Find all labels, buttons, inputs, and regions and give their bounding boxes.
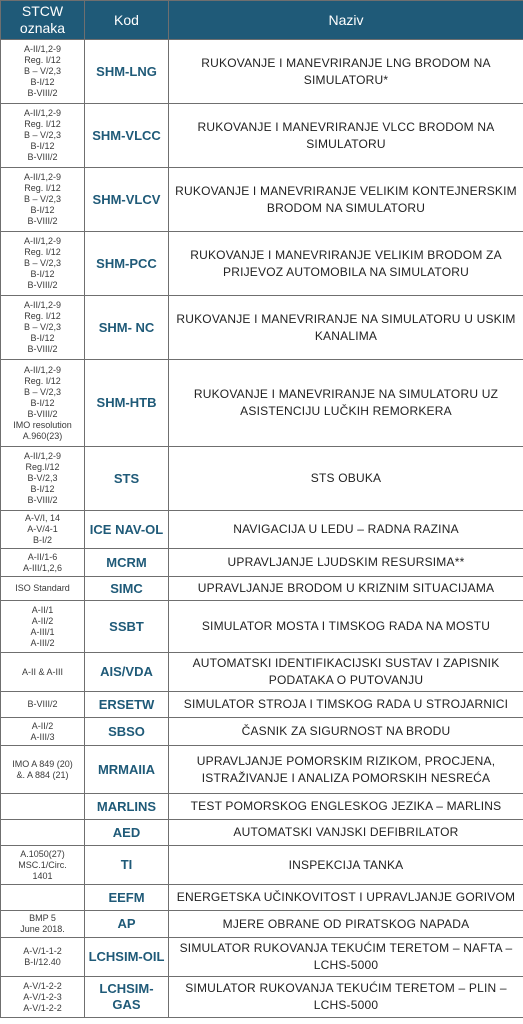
naziv-cell: RUKOVANJE I MANEVRIRANJE NA SIMULATORU UZ ASISTENCIJU LUČKIH REMORKERA bbox=[169, 360, 523, 447]
kod-cell: LCHSIM-GAS bbox=[85, 977, 169, 1018]
naziv-cell: UPRAVLJANJE BRODOM U KRIZNIM SITUACIJAMA bbox=[169, 577, 523, 601]
kod-cell: SSBT bbox=[85, 601, 169, 653]
naziv-cell: ENERGETSKA UČINKOVITOST I UPRAVLJANJE GORIVOM bbox=[169, 885, 523, 911]
stcw-cell: IMO A 849 (20) &. A 884 (21) bbox=[1, 746, 85, 794]
kod-cell: SHM-VLCC bbox=[85, 104, 169, 168]
stcw-cell: B-VIII/2 bbox=[1, 692, 85, 718]
kod-cell: AP bbox=[85, 911, 169, 938]
stcw-cell bbox=[1, 820, 85, 846]
kod-cell: TI bbox=[85, 846, 169, 885]
kod-cell: STS bbox=[85, 447, 169, 511]
naziv-cell: NAVIGACIJA U LEDU – RADNA RAZINA bbox=[169, 511, 523, 549]
kod-cell: ERSETW bbox=[85, 692, 169, 718]
kod-cell: AED bbox=[85, 820, 169, 846]
header-naziv: Naziv bbox=[169, 1, 523, 40]
table-row bbox=[1, 296, 523, 360]
table-row bbox=[1, 549, 523, 577]
kod-cell: SIMC bbox=[85, 577, 169, 601]
kod-cell: SHM-LNG bbox=[85, 40, 169, 104]
stcw-cell: A-V/I, 14 A-V/4-1 B-I/2 bbox=[1, 511, 85, 549]
table-row bbox=[1, 746, 523, 794]
kod-cell: MRMAIIA bbox=[85, 746, 169, 794]
header-row bbox=[1, 1, 523, 40]
kod-cell: LCHSIM-OIL bbox=[85, 938, 169, 977]
stcw-cell bbox=[1, 885, 85, 911]
table-row bbox=[1, 938, 523, 977]
table-row bbox=[1, 40, 523, 104]
kod-cell: SHM-HTB bbox=[85, 360, 169, 447]
stcw-cell: A-II/1 A-II/2 A-III/1 A-III/2 bbox=[1, 601, 85, 653]
naziv-cell: RUKOVANJE I MANEVRIRANJE LNG BRODOM NA SIMULATORU* bbox=[169, 40, 523, 104]
kod-cell: ICE NAV-OL bbox=[85, 511, 169, 549]
naziv-cell: STS OBUKA bbox=[169, 447, 523, 511]
stcw-cell: A-V/1-1-2 B-I/12.40 bbox=[1, 938, 85, 977]
table-body bbox=[1, 40, 523, 1018]
header-kod: Kod bbox=[85, 1, 169, 40]
table-row bbox=[1, 511, 523, 549]
kod-cell: EEFM bbox=[85, 885, 169, 911]
naziv-cell: RUKOVANJE I MANEVRIRANJE VELIKIM KONTEJNERSKIM BRODOM NA SIMULATORU bbox=[169, 168, 523, 232]
naziv-cell: AUTOMATSKI VANJSKI DEFIBRILATOR bbox=[169, 820, 523, 846]
kod-cell: MCRM bbox=[85, 549, 169, 577]
naziv-cell: UPRAVLJANJE LJUDSKIM RESURSIMA** bbox=[169, 549, 523, 577]
naziv-cell: RUKOVANJE I MANEVRIRANJE NA SIMULATORU U USKIM KANALIMA bbox=[169, 296, 523, 360]
naziv-cell: RUKOVANJE I MANEVRIRANJE VLCC BRODOM NA SIMULATORU bbox=[169, 104, 523, 168]
naziv-cell: SIMULATOR MOSTA I TIMSKOG RADA NA MOSTU bbox=[169, 601, 523, 653]
table-row bbox=[1, 911, 523, 938]
table-row bbox=[1, 977, 523, 1018]
table-row bbox=[1, 653, 523, 692]
table-row bbox=[1, 601, 523, 653]
naziv-cell: AUTOMATSKI IDENTIFIKACIJSKI SUSTAV I ZAPISNIK PODATAKA O PUTOVANJU bbox=[169, 653, 523, 692]
table-row bbox=[1, 718, 523, 746]
table-row bbox=[1, 820, 523, 846]
naziv-cell: MJERE OBRANE OD PIRATSKOG NAPADA bbox=[169, 911, 523, 938]
header-stcw: STCW oznaka bbox=[1, 1, 85, 40]
stcw-cell: A-II/1-6 A-III/1,2,6 bbox=[1, 549, 85, 577]
stcw-cell: A-II/1,2-9 Reg. I/12 B – V/2,3 B-I/12 B-VIII/2 bbox=[1, 232, 85, 296]
naziv-cell: INSPEKCIJA TANKA bbox=[169, 846, 523, 885]
stcw-cell: A-II/1,2-9 Reg. I/12 B – V/2,3 B-I/12 B-VIII/2 IMO resolution A.960(23) bbox=[1, 360, 85, 447]
stcw-cell: A-II/1,2-9 Reg. I/12 B – V/2,3 B-I/12 B-VIII/2 bbox=[1, 296, 85, 360]
naziv-cell: ČASNIK ZA SIGURNOST NA BRODU bbox=[169, 718, 523, 746]
naziv-cell: TEST POMORSKOG ENGLESKOG JEZIKA – MARLINS bbox=[169, 794, 523, 820]
stcw-cell: A-II/2 A-III/3 bbox=[1, 718, 85, 746]
kod-cell: SHM- NC bbox=[85, 296, 169, 360]
naziv-cell: SIMULATOR RUKOVANJA TEKUĆIM TERETOM – PLIN – LCHS-5000 bbox=[169, 977, 523, 1018]
naziv-cell: SIMULATOR STROJA I TIMSKOG RADA U STROJARNICI bbox=[169, 692, 523, 718]
table-row bbox=[1, 692, 523, 718]
stcw-cell: A-II & A-III bbox=[1, 653, 85, 692]
table-row bbox=[1, 360, 523, 447]
kod-cell: AIS/VDA bbox=[85, 653, 169, 692]
stcw-cell: A-II/1,2-9 Reg. I/12 B – V/2,3 B-I/12 B-VIII/2 bbox=[1, 104, 85, 168]
stcw-cell: A-II/1,2-9 Reg. I/12 B – V/2,3 B-I/12 B-VIII/2 bbox=[1, 168, 85, 232]
stcw-cell: A-II/1,2-9 Reg. I/12 B – V/2,3 B-I/12 B-VIII/2 bbox=[1, 40, 85, 104]
naziv-cell: UPRAVLJANJE POMORSKIM RIZIKOM, PROCJENA, ISTRAŽIVANJE I ANALIZA POMORSKIH NESREĆA bbox=[169, 746, 523, 794]
table-row bbox=[1, 232, 523, 296]
stcw-cell: BMP 5 June 2018. bbox=[1, 911, 85, 938]
kod-cell: SHM-VLCV bbox=[85, 168, 169, 232]
naziv-cell: RUKOVANJE I MANEVRIRANJE VELIKIM BRODOM ZA PRIJEVOZ AUTOMOBILA NA SIMULATORU bbox=[169, 232, 523, 296]
table-row bbox=[1, 447, 523, 511]
table-row bbox=[1, 846, 523, 885]
table-header bbox=[1, 1, 523, 40]
table-row bbox=[1, 104, 523, 168]
naziv-cell: SIMULATOR RUKOVANJA TEKUĆIM TERETOM – NAFTA – LCHS-5000 bbox=[169, 938, 523, 977]
table-row bbox=[1, 885, 523, 911]
table-row bbox=[1, 168, 523, 232]
kod-cell: MARLINS bbox=[85, 794, 169, 820]
stcw-cell: ISO Standard bbox=[1, 577, 85, 601]
stcw-cell: A-II/1,2-9 Reg.I/12 B-V/2,3 B-I/12 B-VIII/2 bbox=[1, 447, 85, 511]
kod-cell: SHM-PCC bbox=[85, 232, 169, 296]
stcw-cell: A.1050(27) MSC.1/Circ. 1401 bbox=[1, 846, 85, 885]
stcw-cell: A-V/1-2-2 A-V/1-2-3 A-V/1-2-2 bbox=[1, 977, 85, 1018]
stcw-cell bbox=[1, 794, 85, 820]
table-row bbox=[1, 794, 523, 820]
kod-cell: SBSO bbox=[85, 718, 169, 746]
table-row bbox=[1, 577, 523, 601]
